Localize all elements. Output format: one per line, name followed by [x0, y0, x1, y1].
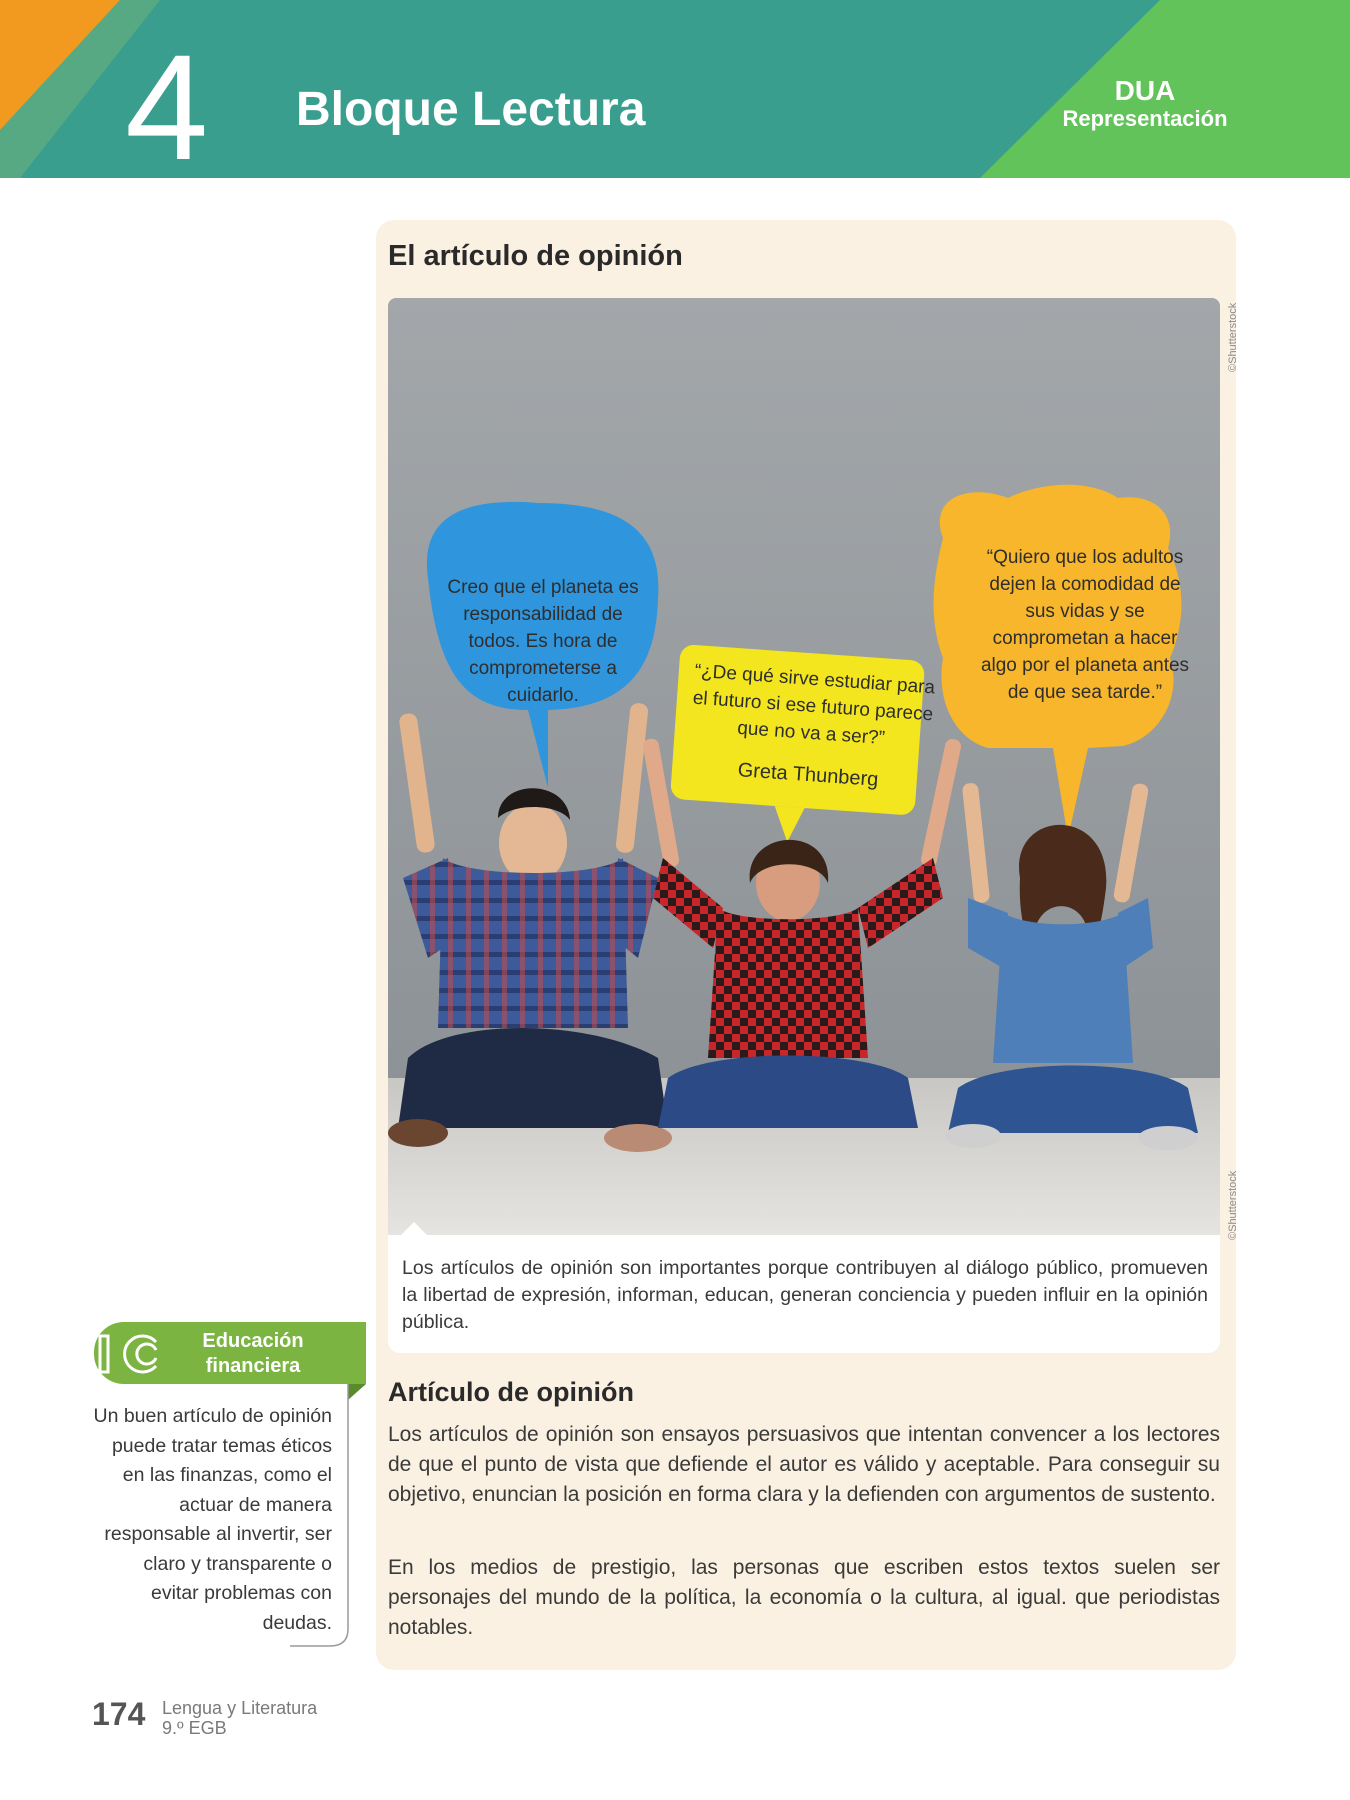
page-number: 174: [92, 1696, 146, 1732]
speech-bubble-yellow-quote: “¿De qué sirve estudiar para el futuro si ese futuro parece que no va a ser?”: [692, 660, 936, 750]
article-subtitle: Artículo de opinión: [388, 1377, 634, 1407]
article-paragraph-2: En los medios de prestigio, las personas que escriben estos textos suelen ser personajes del mundo de la política, la economía o la cultura, al igual. que periodistas notables.: [388, 1556, 1220, 1639]
financial-education-icon: [96, 1330, 166, 1378]
article-paragraph-1: Los artículos de opinión son ensayos persuasivos que intentan convencer a los lectores de que el punto de vista que defiende el autor es válido y aceptable. Para conseguir su objetivo, enuncian la posición en forma clara y la defienden con argumentos de sustento.: [388, 1423, 1220, 1506]
speech-bubble-orange-text: “Quiero que los adultos dejen la comodidad de sus vidas y se comprometan a hacer algo por el planeta antes de que sea tarde.”: [980, 547, 1190, 703]
image-credit-bottom: ©Shutterstock: [1227, 1170, 1239, 1240]
unit-header: [0, 0, 1350, 178]
unit-title: Bloque Lectura: [296, 83, 646, 136]
section-title: El artículo de opinión: [388, 240, 683, 272]
dua-label: DUA: [1114, 75, 1176, 106]
sidebar-fold: [348, 1384, 366, 1400]
unit-number: 4: [125, 23, 209, 178]
dua-badge: [1040, 76, 1250, 132]
image-credit-top: ©Shutterstock: [1227, 302, 1239, 372]
footer-grade: 9.º EGB: [162, 1718, 227, 1738]
sidebar-label: Educación financiera: [202, 1330, 304, 1377]
speech-bubble-yellow-author: Greta Thunberg: [737, 759, 880, 791]
footer-subject: Lengua y Literatura: [162, 1698, 318, 1718]
sidebar-text: Un buen artículo de opinión puede tratar temas éticos en las finanzas, como el actuar de manera responsable al invertir, ser claro y transparente o evitar problemas con deudas.: [93, 1405, 332, 1634]
caption-pointer: [400, 1222, 428, 1236]
speech-bubble-blue-text: Creo que el planeta es responsabilidad de todos. Es hora de comprometerse a cuidarlo.: [447, 577, 639, 706]
dua-subtitle: Representación: [1062, 106, 1228, 131]
image-caption: Los artículos de opinión son importantes porque contribuyen al diálogo público, promueven la libertad de expresión, informan, educan, generan conciencia y pueden influir en la opinión pública.: [402, 1257, 1208, 1333]
